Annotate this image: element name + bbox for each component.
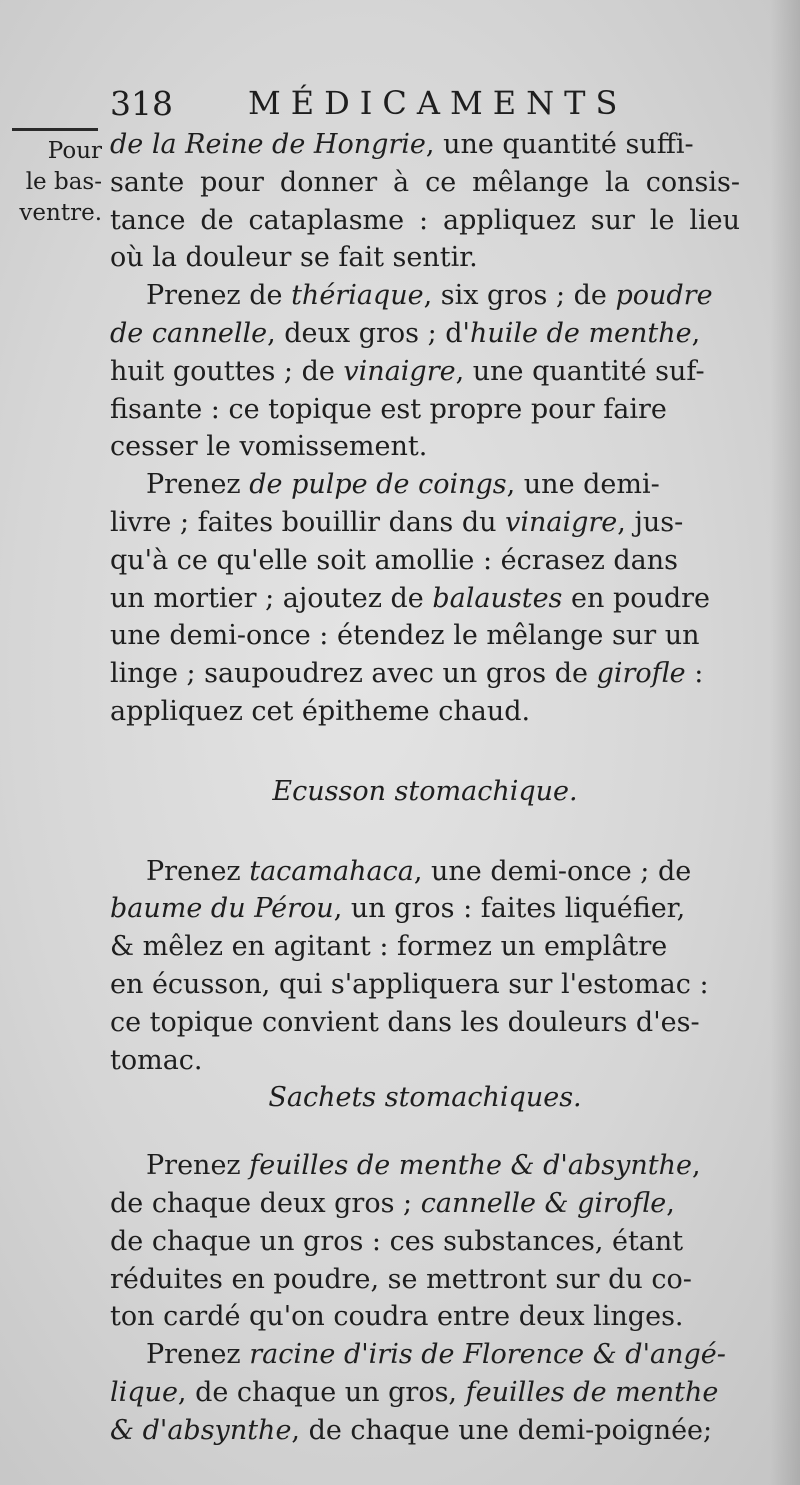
text-run: sante pour donner à ce mêlange la consis-: [110, 166, 740, 198]
italic-run: cannelle & girofle: [420, 1187, 667, 1219]
italic-run: de pulpe de coings: [249, 469, 507, 501]
text-line: [110, 277, 740, 315]
text-line: [110, 655, 740, 693]
text-run: , de chaque une demi-poignée;: [291, 1414, 713, 1446]
text-run: en écusson, qui s'appliquera sur l'estomac :: [110, 968, 709, 1000]
text-run: tance de cataplasme : appliquez sur le lieu: [110, 204, 740, 236]
text-line: [110, 1261, 740, 1299]
italic-run: & d'absynthe: [110, 1414, 292, 1446]
text-run: cesser le vomissement.: [110, 431, 428, 463]
section-heading: [110, 1079, 740, 1117]
italic-run: baume du Pérou: [110, 893, 334, 925]
text-run: en poudre: [562, 582, 711, 614]
italic-run: lique: [110, 1376, 178, 1408]
text-line: [110, 617, 740, 655]
italic-run: feuilles de menthe & d'absynthe: [249, 1150, 692, 1182]
text-run: livre ; faites bouillir dans du: [110, 506, 506, 538]
page-number: 318: [110, 84, 173, 123]
text-line: [110, 391, 740, 429]
italic-run: Ecusson stomachique.: [272, 775, 578, 807]
text-line: [110, 853, 740, 891]
text-run: , jus-: [617, 506, 684, 538]
text-line: [110, 353, 740, 391]
text-line: [110, 202, 740, 240]
text-run: linge ; saupoudrez avec un gros de: [110, 658, 597, 690]
italic-run: huile de menthe: [469, 317, 692, 349]
text-run: Prenez: [146, 469, 250, 501]
italic-run: vinaigre: [343, 355, 456, 387]
italic-run: racine d'iris de Florence & d'angé-: [249, 1339, 726, 1371]
margin-note: [6, 136, 102, 229]
text-run: réduites en poudre, se mettront sur du co-: [110, 1263, 692, 1295]
text-run: :: [685, 658, 704, 690]
text-line: [110, 315, 740, 353]
text-run: ,: [691, 1150, 701, 1182]
italic-run: feuilles de menthe: [465, 1376, 719, 1408]
italic-run: thériaque: [291, 280, 424, 312]
text-line: [110, 504, 740, 542]
section-heading: [110, 773, 740, 811]
text-run: qu'à ce qu'elle soit amollie : écrasez dans: [110, 544, 679, 576]
text-run: une demi-once : étendez le mêlange sur un: [110, 620, 700, 652]
text-line: [110, 1336, 740, 1374]
text-line: [110, 1147, 740, 1185]
text-run: Prenez: [146, 855, 250, 887]
italic-run: de la Reine de Hongrie: [110, 129, 426, 160]
text-run: & mêlez en agitant : formez un emplâtre: [110, 931, 668, 963]
text-run: huit gouttes ; de: [110, 355, 344, 387]
text-run: tomac.: [110, 1044, 203, 1076]
text-run: Prenez: [146, 1150, 250, 1182]
italic-run: Sachets stomachiques.: [268, 1082, 582, 1114]
text-line: [110, 1298, 740, 1336]
text-line: [110, 1223, 740, 1261]
body-text: [110, 96, 740, 1450]
text-line: [110, 693, 740, 731]
text-run: fisante : ce topique est propre pour faire: [110, 393, 667, 425]
italic-run: girofle: [596, 658, 686, 690]
text-run: Prenez: [146, 1339, 250, 1371]
margin-note-line: ventre.: [19, 200, 102, 226]
text-run: , une quantité suf-: [455, 355, 705, 387]
margin-note-line: Pour: [47, 138, 102, 164]
text-line: [110, 1185, 740, 1223]
text-line: [110, 890, 740, 928]
text-run: un mortier ; ajoutez de: [110, 582, 433, 614]
running-title: MÉDICAMENTS: [248, 84, 628, 122]
text-line: [110, 239, 740, 277]
text-run: de chaque deux gros ;: [110, 1187, 421, 1219]
text-line: [110, 126, 740, 164]
section-gap: [110, 731, 740, 773]
text-run: , un gros : faites liquéfier,: [333, 893, 686, 925]
italic-run: balaustes: [432, 582, 563, 614]
text-line: [110, 428, 740, 466]
text-run: , six gros ; de: [423, 280, 616, 312]
text-line: [110, 1004, 740, 1042]
text-line: [110, 1042, 740, 1080]
text-run: appliquez cet épitheme chaud.: [110, 695, 531, 727]
text-line: [110, 580, 740, 618]
text-run: Prenez de: [146, 280, 292, 312]
text-line: [110, 466, 740, 504]
italic-run: vinaigre: [505, 506, 618, 538]
text-run: où la douleur se fait sentir.: [110, 242, 478, 274]
italic-run: de cannelle: [110, 317, 268, 349]
text-run: ,: [691, 317, 701, 349]
text-run: ce topique convient dans les douleurs d'es-: [110, 1006, 700, 1038]
section-gap: [110, 1117, 740, 1147]
text-run: ton cardé qu'on coudra entre deux linges.: [110, 1301, 684, 1333]
text-line: [110, 542, 740, 580]
text-run: ,: [666, 1187, 675, 1219]
text-run: , une demi-: [506, 469, 660, 501]
section-gap: [110, 811, 740, 853]
text-run: , une demi-once ; de: [413, 855, 692, 887]
text-line: [110, 1374, 740, 1412]
text-run: , deux gros ; d': [267, 317, 470, 349]
text-line: [110, 928, 740, 966]
margin-rule: [12, 128, 98, 131]
text-run: , de chaque un gros,: [177, 1376, 466, 1408]
margin-note-line: le bas-: [25, 169, 102, 195]
text-run: de chaque un gros : ces substances, étant: [110, 1225, 684, 1257]
italic-run: poudre: [615, 280, 713, 312]
italic-run: tacamahaca: [249, 855, 414, 887]
text-line: [110, 164, 740, 202]
page-edge-shadow: [770, 0, 800, 1485]
text-run: , une quantité suffi-: [425, 129, 694, 160]
text-line: [110, 1412, 740, 1450]
text-line: [110, 966, 740, 1004]
